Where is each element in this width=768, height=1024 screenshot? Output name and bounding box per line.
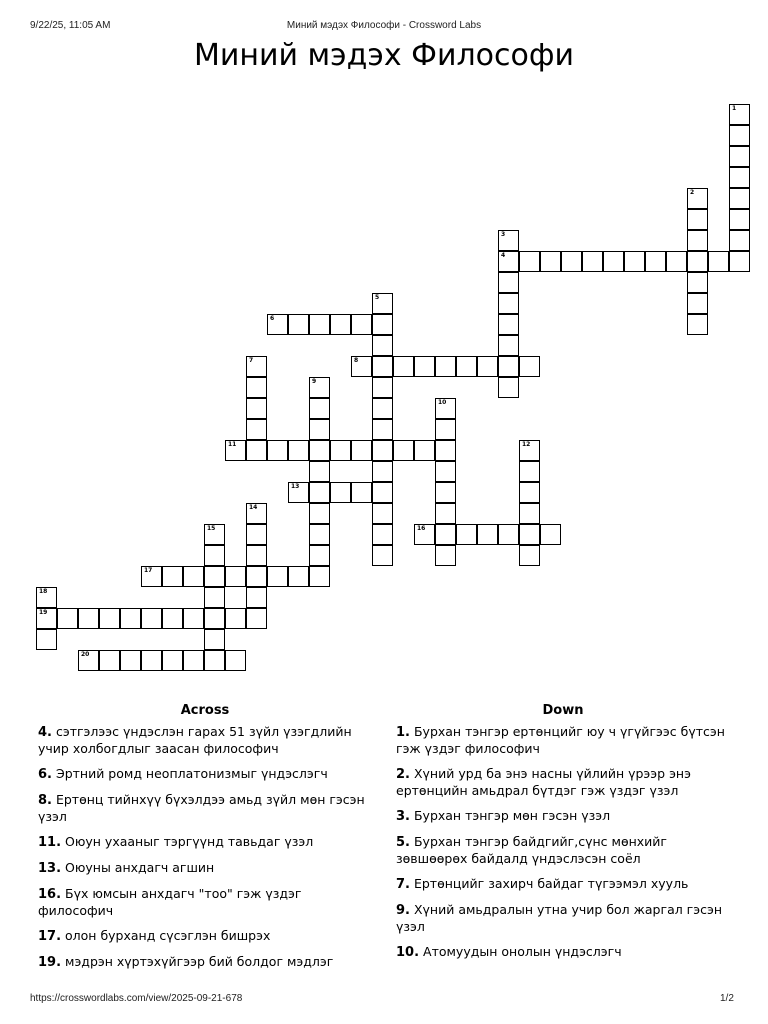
grid-cell[interactable] [204, 566, 225, 587]
clue-number: 14 [249, 504, 258, 511]
clue-number: 5 [375, 294, 380, 301]
down-clue: 3. Бурхан тэнгэр мөн гэсэн үзэл [396, 808, 611, 824]
clue-number: 1 [732, 105, 737, 112]
grid-cell[interactable] [729, 104, 750, 125]
grid-cell[interactable] [645, 251, 666, 272]
grid-cell[interactable] [393, 356, 414, 377]
grid-cell[interactable] [183, 566, 204, 587]
grid-cell[interactable] [225, 650, 246, 671]
grid-cell[interactable] [309, 566, 330, 587]
down-heading: Down [542, 703, 584, 718]
clue-number: 20 [81, 651, 90, 658]
grid-cell[interactable] [141, 566, 162, 587]
grid-cell[interactable] [372, 314, 393, 335]
grid-cell[interactable] [372, 440, 393, 461]
across-clue: 8. Ертөнц тийнхүү бүхэлдээ амьд зүйл мөн гэсэн үзэл [38, 792, 365, 824]
across-clue: 19. мэдрэн хүртэхүйгээр бий болдог мэдлэг [38, 954, 334, 970]
grid-cell[interactable] [141, 608, 162, 629]
down-clue: 1. Бурхан тэнгэр ертөнцийг юу ч үгүйгээс бүтсэн гэж үздэг философич [396, 724, 725, 756]
grid-cell[interactable] [456, 356, 477, 377]
grid-cell[interactable] [267, 440, 288, 461]
grid-cell[interactable] [414, 524, 435, 545]
clue-number: 10 [438, 399, 447, 406]
grid-cell[interactable] [78, 608, 99, 629]
grid-cell[interactable] [288, 314, 309, 335]
grid-cell[interactable] [36, 608, 57, 629]
grid-cell[interactable] [540, 524, 561, 545]
grid-cell[interactable] [435, 440, 456, 461]
clue-number: 7 [249, 357, 254, 364]
down-clue-list [396, 724, 726, 970]
grid-cell[interactable] [309, 440, 330, 461]
grid-cell[interactable] [309, 503, 330, 524]
grid-cell[interactable] [288, 440, 309, 461]
grid-cell[interactable] [498, 293, 519, 314]
grid-cell[interactable] [687, 314, 708, 335]
grid-cell[interactable] [36, 587, 57, 608]
grid-cell[interactable] [372, 419, 393, 440]
grid-cell[interactable] [582, 251, 603, 272]
grid-cell[interactable] [729, 251, 750, 272]
grid-cell[interactable] [141, 650, 162, 671]
grid-cell[interactable] [519, 545, 540, 566]
grid-cell[interactable] [435, 356, 456, 377]
grid-cell[interactable] [162, 650, 183, 671]
grid-cell[interactable] [246, 545, 267, 566]
print-datetime: 9/22/25, 11:05 AM [30, 20, 111, 31]
grid-cell[interactable] [246, 587, 267, 608]
grid-cell[interactable] [498, 524, 519, 545]
grid-cell[interactable] [729, 230, 750, 251]
grid-cell[interactable] [708, 251, 729, 272]
grid-cell[interactable] [435, 482, 456, 503]
grid-cell[interactable] [498, 377, 519, 398]
clue-number: 4 [501, 252, 506, 259]
grid-cell[interactable] [246, 524, 267, 545]
clue-number: 18 [39, 588, 48, 595]
grid-cell[interactable] [519, 356, 540, 377]
grid-cell[interactable] [351, 314, 372, 335]
across-clue: 4. сэтгэлээс үндэслэн гарах 51 зүйл үзэгдлийн учир холбогдлыг заасан философич [38, 724, 352, 756]
footer-url: https://crosswordlabs.com/view/2025-09-21-678 [30, 993, 243, 1004]
grid-cell[interactable] [204, 545, 225, 566]
grid-cell[interactable] [687, 293, 708, 314]
grid-cell[interactable] [267, 314, 288, 335]
grid-cell[interactable] [603, 251, 624, 272]
grid-cell[interactable] [435, 503, 456, 524]
grid-cell[interactable] [309, 482, 330, 503]
across-clue: 17. олон бурханд сүсэглэн бишрэх [38, 928, 271, 944]
grid-cell[interactable] [435, 545, 456, 566]
grid-cell[interactable] [498, 314, 519, 335]
clue-number: 19 [39, 609, 48, 616]
grid-cell[interactable] [351, 440, 372, 461]
grid-cell[interactable] [372, 377, 393, 398]
grid-cell[interactable] [498, 356, 519, 377]
grid-cell[interactable] [36, 629, 57, 650]
clue-number: 12 [522, 441, 531, 448]
grid-cell[interactable] [372, 335, 393, 356]
grid-cell[interactable] [393, 440, 414, 461]
grid-cell[interactable] [246, 566, 267, 587]
grid-cell[interactable] [729, 188, 750, 209]
grid-cell[interactable] [246, 398, 267, 419]
grid-cell[interactable] [183, 608, 204, 629]
clue-number: 13 [291, 483, 300, 490]
grid-cell[interactable] [309, 524, 330, 545]
grid-cell[interactable] [498, 272, 519, 293]
grid-cell[interactable] [204, 524, 225, 545]
grid-cell[interactable] [330, 440, 351, 461]
down-clue: 10. Атомуудын онолын үндэслэгч [396, 944, 622, 960]
grid-cell[interactable] [162, 566, 183, 587]
grid-cell[interactable] [225, 440, 246, 461]
clue-number: 15 [207, 525, 216, 532]
down-clue: 2. Хүний урд ба энэ насны үйлийн үрээр энэ ертөнцийн амьдрал бүтдэг гэж үздэг үзэл [396, 766, 691, 798]
grid-cell[interactable] [288, 566, 309, 587]
across-clue: 6. Эртний ромд неоплатонизмыг үндэслэгч [38, 766, 328, 782]
grid-cell[interactable] [330, 482, 351, 503]
grid-cell[interactable] [372, 482, 393, 503]
grid-cell[interactable] [519, 524, 540, 545]
grid-cell[interactable] [57, 608, 78, 629]
grid-cell[interactable] [120, 608, 141, 629]
grid-cell[interactable] [246, 356, 267, 377]
grid-cell[interactable] [435, 398, 456, 419]
grid-cell[interactable] [519, 461, 540, 482]
grid-cell[interactable] [246, 608, 267, 629]
clue-number: 16 [417, 525, 426, 532]
grid-cell[interactable] [267, 566, 288, 587]
grid-cell[interactable] [246, 419, 267, 440]
grid-cell[interactable] [330, 314, 351, 335]
grid-cell[interactable] [519, 251, 540, 272]
grid-cell[interactable] [99, 608, 120, 629]
grid-cell[interactable] [687, 251, 708, 272]
clue-number: 8 [354, 357, 359, 364]
grid-cell[interactable] [204, 608, 225, 629]
grid-cell[interactable] [435, 524, 456, 545]
grid-cell[interactable] [624, 251, 645, 272]
grid-cell[interactable] [309, 419, 330, 440]
grid-cell[interactable] [729, 209, 750, 230]
clue-number: 11 [228, 441, 237, 448]
down-clue: 5. Бурхан тэнгэр байдгийг,сүнс мөнхийг зөвшөөрөх байдалд үндэслэсэн соёл [396, 834, 667, 866]
grid-cell[interactable] [414, 440, 435, 461]
grid-cell[interactable] [519, 482, 540, 503]
grid-cell[interactable] [687, 272, 708, 293]
grid-cell[interactable] [729, 167, 750, 188]
grid-cell[interactable] [309, 545, 330, 566]
grid-cell[interactable] [498, 335, 519, 356]
grid-cell[interactable] [729, 125, 750, 146]
grid-cell[interactable] [435, 461, 456, 482]
grid-cell[interactable] [372, 356, 393, 377]
grid-cell[interactable] [351, 356, 372, 377]
grid-cell[interactable] [519, 503, 540, 524]
clue-number: 2 [690, 189, 695, 196]
grid-cell[interactable] [78, 650, 99, 671]
grid-cell[interactable] [120, 650, 141, 671]
grid-cell[interactable] [246, 503, 267, 524]
grid-cell[interactable] [498, 230, 519, 251]
grid-cell[interactable] [687, 209, 708, 230]
grid-cell[interactable] [372, 545, 393, 566]
grid-cell[interactable] [309, 314, 330, 335]
grid-cell[interactable] [351, 482, 372, 503]
across-clue: 11. Оюун ухааныг тэргүүнд тавьдаг үзэл [38, 834, 314, 850]
grid-cell[interactable] [372, 461, 393, 482]
clue-number: 3 [501, 231, 506, 238]
grid-cell[interactable] [309, 377, 330, 398]
grid-cell[interactable] [183, 650, 204, 671]
grid-cell[interactable] [225, 608, 246, 629]
grid-cell[interactable] [288, 482, 309, 503]
footer-page-number: 1/2 [720, 993, 734, 1004]
across-clue: 13. Оюуны анхдагч агшин [38, 860, 215, 876]
print-document-title: Миний мэдэх Философи - Crossword Labs [286, 20, 482, 31]
down-clue: 7. Ертөнцийг захирч байдаг түгээмэл хууль [396, 876, 689, 892]
grid-cell[interactable] [246, 377, 267, 398]
grid-cell[interactable] [561, 251, 582, 272]
grid-cell[interactable] [477, 356, 498, 377]
grid-cell[interactable] [372, 398, 393, 419]
grid-cell[interactable] [414, 356, 435, 377]
down-clue: 9. Хүний амьдралын утна учир бол жаргал гэсэн үзэл [396, 902, 723, 934]
puzzle-title: Миний мэдэх Философи [194, 38, 574, 73]
grid-cell[interactable] [456, 524, 477, 545]
grid-cell[interactable] [99, 650, 120, 671]
grid-cell[interactable] [162, 608, 183, 629]
grid-cell[interactable] [498, 251, 519, 272]
across-clue-list [38, 724, 368, 980]
grid-cell[interactable] [204, 587, 225, 608]
grid-cell[interactable] [687, 230, 708, 251]
grid-cell[interactable] [435, 419, 456, 440]
grid-cell[interactable] [729, 146, 750, 167]
across-clue: 16. Бүх юмсын анхдагч "тоо" гэж үздэг философич [38, 886, 302, 918]
grid-cell[interactable] [540, 251, 561, 272]
grid-cell[interactable] [372, 524, 393, 545]
grid-cell[interactable] [666, 251, 687, 272]
grid-cell[interactable] [225, 566, 246, 587]
grid-cell[interactable] [309, 461, 330, 482]
grid-cell[interactable] [372, 503, 393, 524]
grid-cell[interactable] [204, 650, 225, 671]
grid-cell[interactable] [309, 398, 330, 419]
grid-cell[interactable] [687, 188, 708, 209]
grid-cell[interactable] [372, 293, 393, 314]
grid-cell[interactable] [204, 629, 225, 650]
across-heading: Across [180, 703, 230, 718]
clue-number: 6 [270, 315, 275, 322]
grid-cell[interactable] [519, 440, 540, 461]
clue-number: 17 [144, 567, 153, 574]
grid-cell[interactable] [246, 440, 267, 461]
clue-number: 9 [312, 378, 317, 385]
grid-cell[interactable] [477, 524, 498, 545]
